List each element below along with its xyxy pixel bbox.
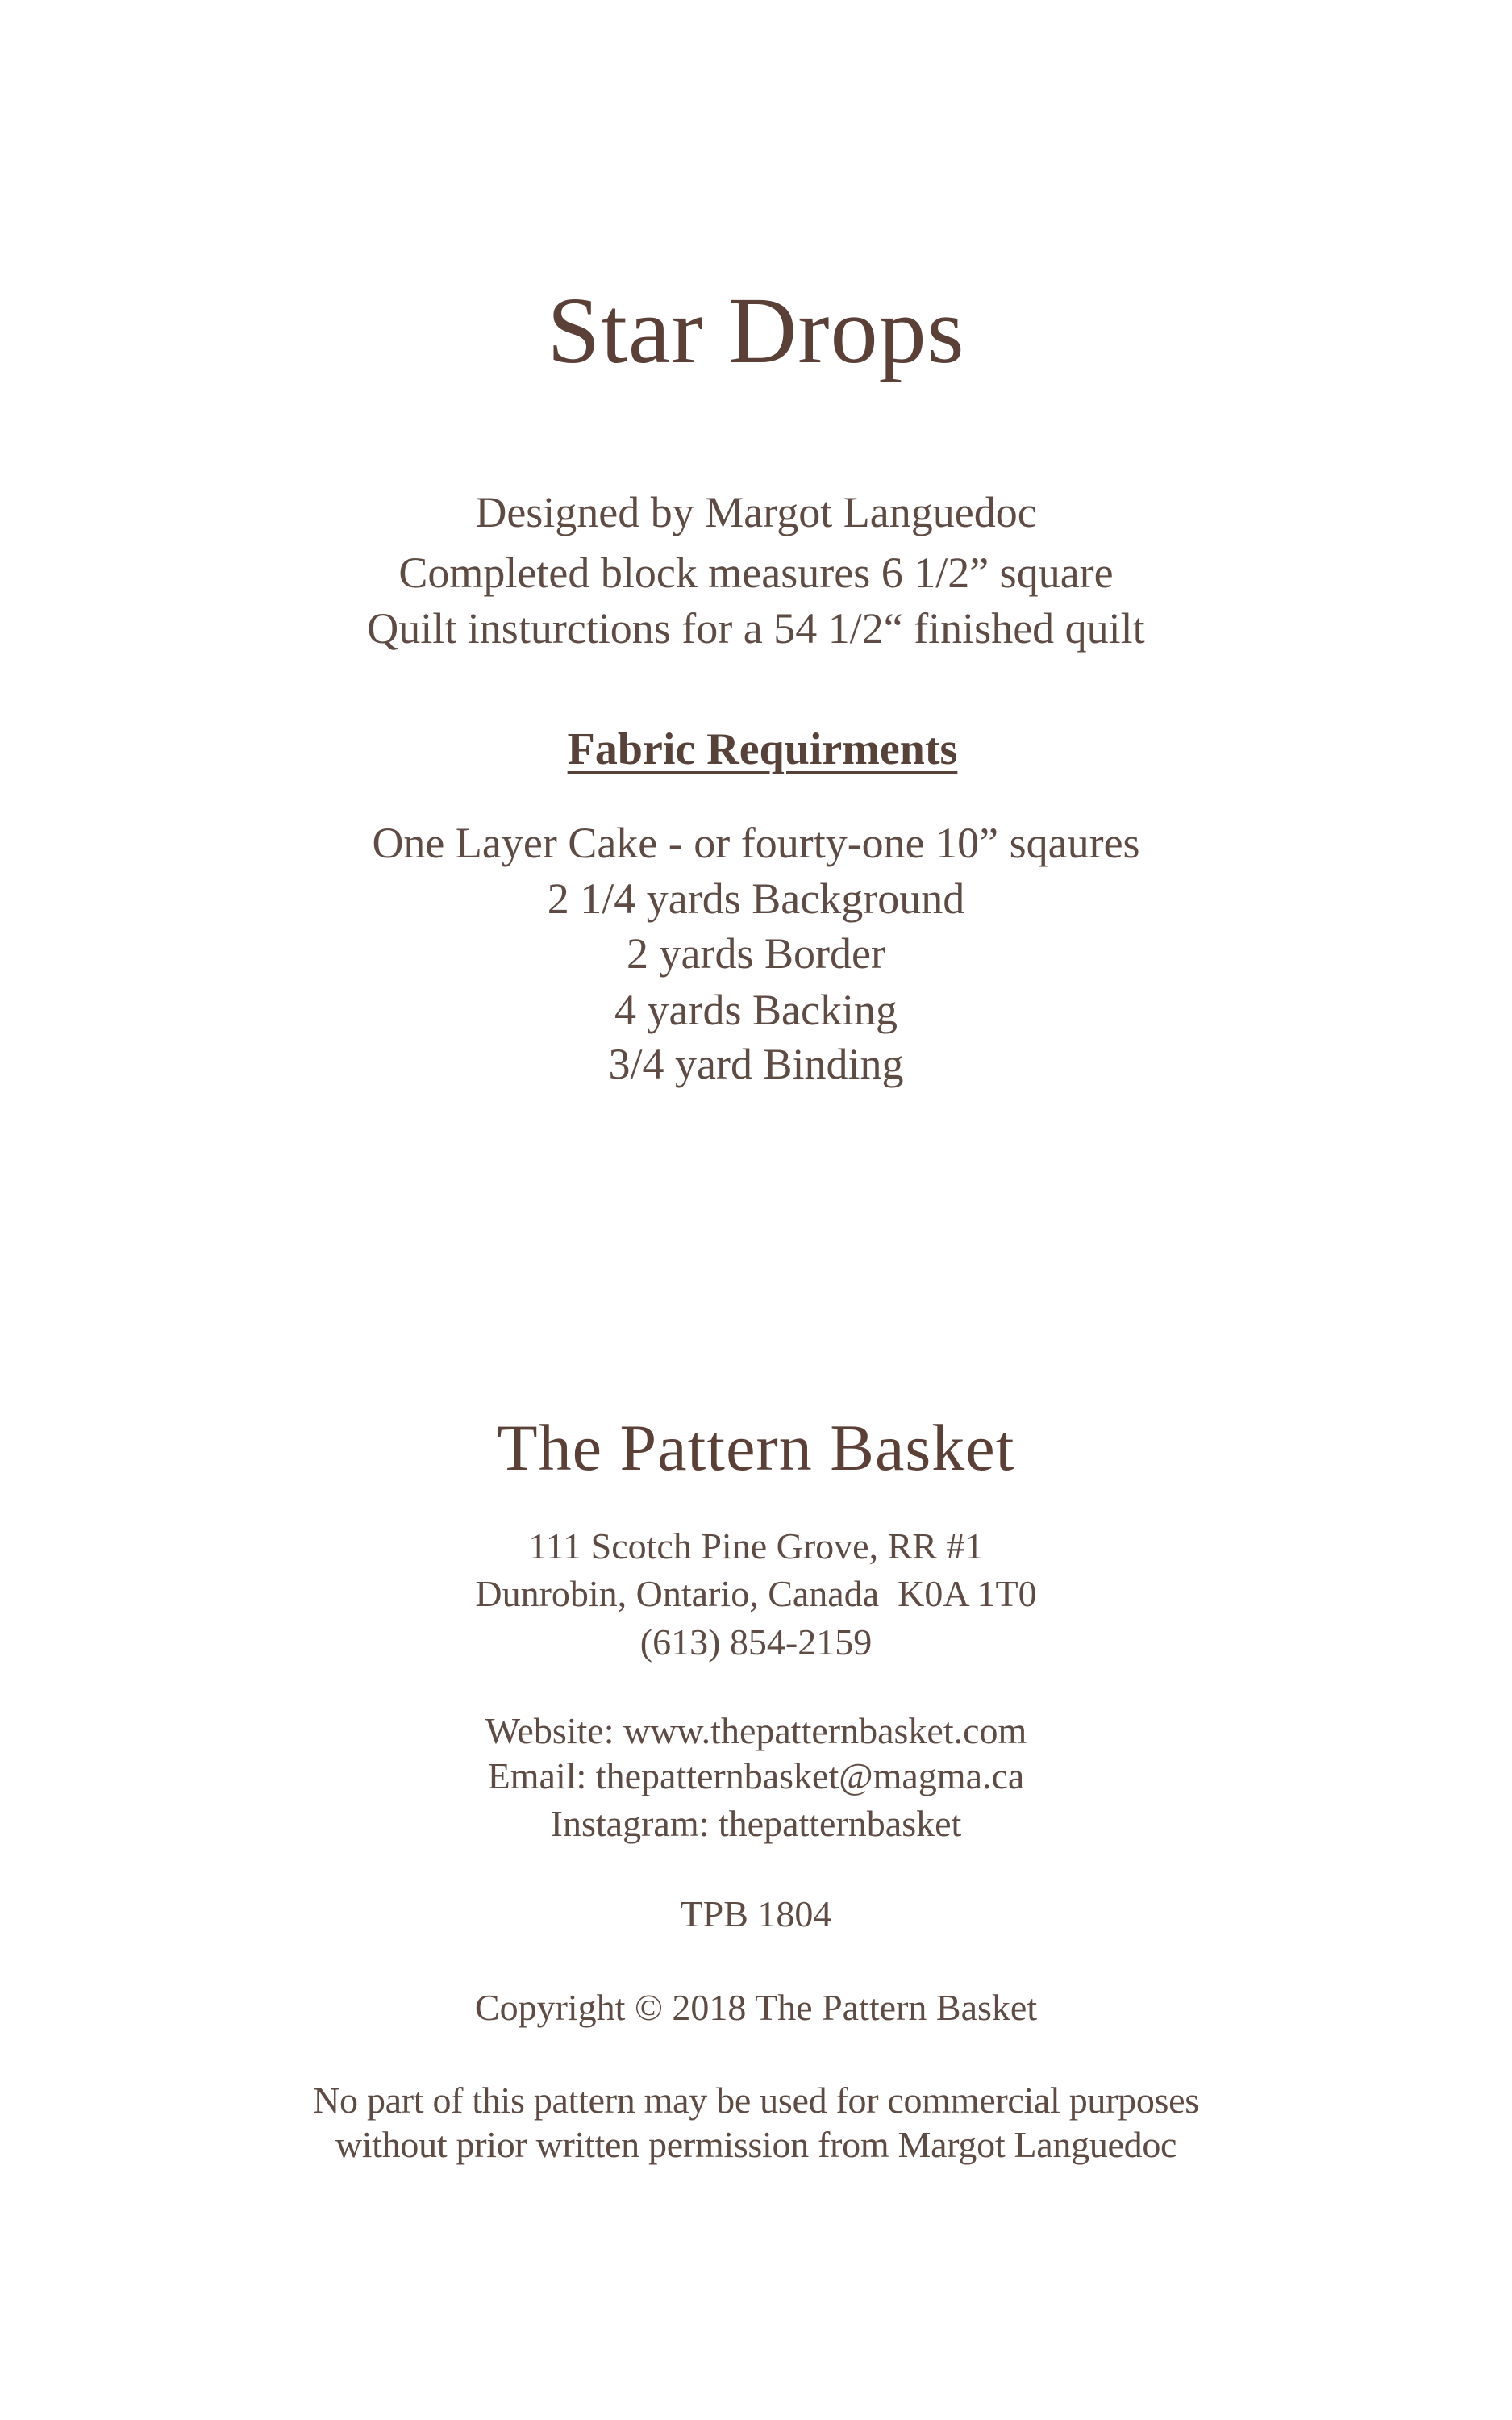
pattern-title: Star Drops	[547, 277, 965, 383]
copyright-notice: Copyright © 2018 The Pattern Basket	[474, 1987, 1038, 2028]
block-size-line: Completed block measures 6 1/2” square	[398, 549, 1114, 597]
fabric-heading: Fabric Requirments	[567, 724, 958, 774]
address-phone: (613) 854-2159	[639, 1621, 873, 1663]
company-name: The Pattern Basket	[497, 1411, 1015, 1484]
contact-website: Website: www.thepatternbasket.com	[485, 1710, 1027, 1751]
fabric-item: One Layer Cake - or fourty-one 10” sqaures	[372, 819, 1140, 867]
fabric-item: 2 1/4 yards Background	[547, 874, 965, 923]
designer-line: Designed by Margot Languedoc	[475, 488, 1037, 536]
quilt-size-line: Quilt insturctions for a 54 1/2“ finished quilt	[367, 604, 1145, 653]
address-city: Dunrobin, Ontario, Canada K0A 1T0	[475, 1573, 1037, 1614]
disclaimer-line: No part of this pattern may be used for commercial purposes	[313, 2080, 1199, 2121]
pattern-code: TPB 1804	[680, 1893, 832, 1934]
fabric-item: 2 yards Border	[627, 929, 885, 978]
fabric-item: 4 yards Backing	[614, 986, 898, 1034]
fabric-heading-row	[0, 714, 1512, 785]
contact-instagram: Instagram: thepatternbasket	[550, 1803, 962, 1844]
fabric-item: 3/4 yard Binding	[608, 1040, 904, 1088]
disclaimer-line: without prior written permission from Margot Languedoc	[335, 2124, 1177, 2165]
address-street: 111 Scotch Pine Grove, RR #1	[528, 1525, 984, 1567]
contact-email: Email: thepatternbasket@magma.ca	[487, 1755, 1025, 1796]
